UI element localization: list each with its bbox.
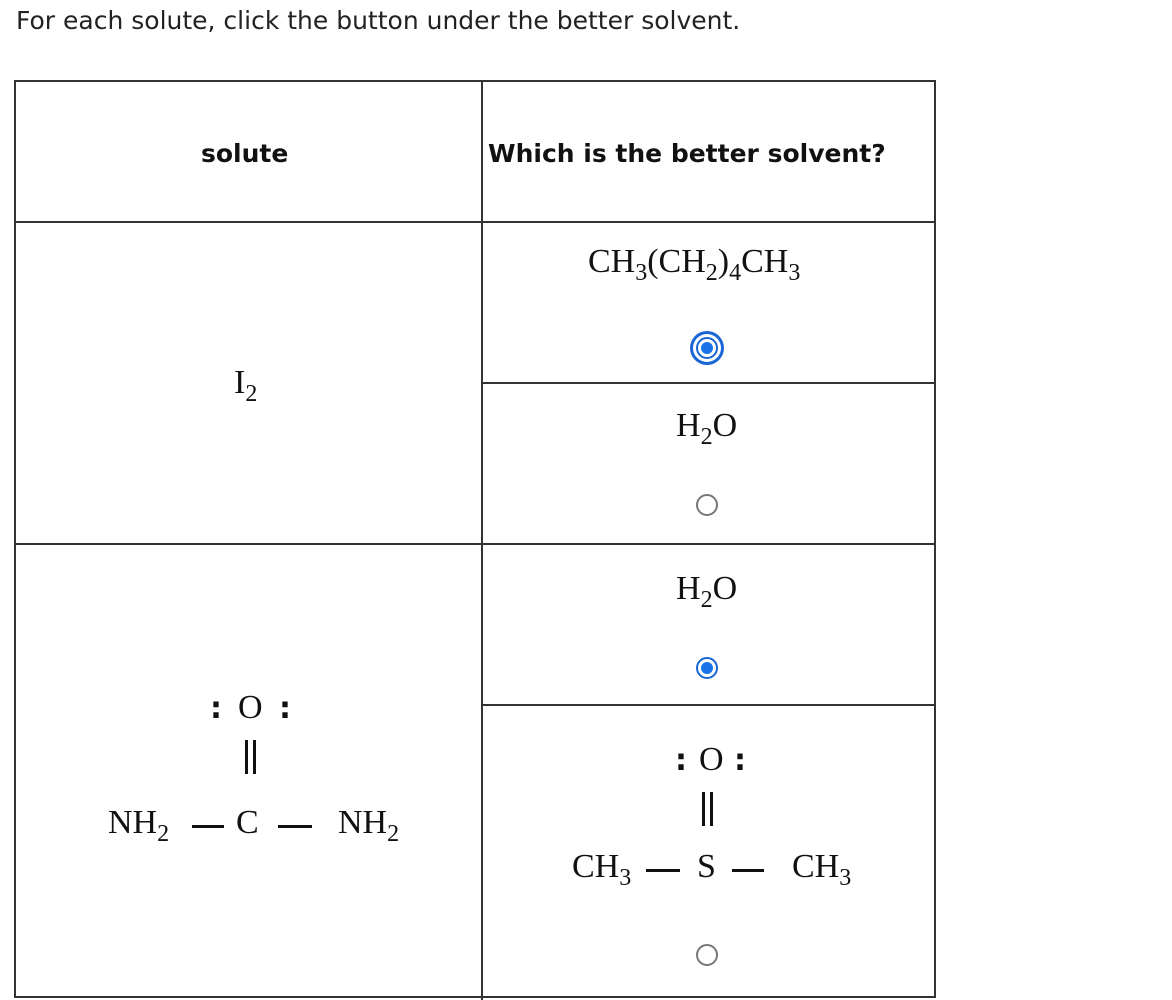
dmso-right-bond — [732, 869, 764, 872]
column-divider — [481, 82, 483, 1000]
header-divider — [16, 221, 934, 223]
solvent-water-label-2: $H_2O$ — [676, 570, 738, 613]
solvent-water-label-1: $H_2O$ — [676, 407, 738, 450]
header-solute: solute — [201, 139, 289, 168]
radio-iodine-hexane[interactable] — [696, 337, 718, 359]
radio-urea-water[interactable] — [696, 657, 718, 679]
urea-right-bond — [278, 825, 312, 828]
header-solvent: Which is the better solvent? — [488, 139, 886, 168]
urea-oxygen: O — [238, 689, 263, 726]
urea-double-bond-a — [245, 740, 248, 774]
dmso-double-bond-a — [702, 792, 705, 826]
instruction-text: For each solute, click the button under the better solvent. — [16, 6, 741, 35]
dmso-sulfur: S — [697, 848, 716, 885]
row-divider — [16, 543, 934, 545]
urea-carbon: C — [236, 804, 259, 841]
solvent-hexane-label: $CH_3(CH_2)_4CH_3$ — [588, 243, 801, 286]
option-divider-2 — [481, 704, 934, 706]
dmso-right-group: $CH_3$ — [792, 848, 852, 891]
urea-double-bond-b — [253, 740, 256, 774]
urea-right-group: $NH_2$ — [338, 804, 400, 847]
dmso-left-bond — [646, 869, 680, 872]
radio-urea-dmso[interactable] — [696, 944, 718, 966]
solvent-table: solute Which is the better solvent? $I_2$ $CH_3(CH_2)_4CH_3$ $H_2O$ : O : $NH_2$ C $NH_2$ $H_2O$ : O : $CH_3$ S $CH_3$ — [14, 80, 936, 998]
urea-left-bond — [192, 825, 224, 828]
option-divider-1 — [481, 382, 934, 384]
urea-left-group: $NH_2$ — [108, 804, 170, 847]
dmso-oxygen: O — [699, 741, 724, 778]
dmso-left-group: $CH_3$ — [572, 848, 632, 891]
dmso-double-bond-b — [710, 792, 713, 826]
solute-iodine: $I_2$ — [234, 364, 258, 407]
radio-iodine-water[interactable] — [696, 494, 718, 516]
